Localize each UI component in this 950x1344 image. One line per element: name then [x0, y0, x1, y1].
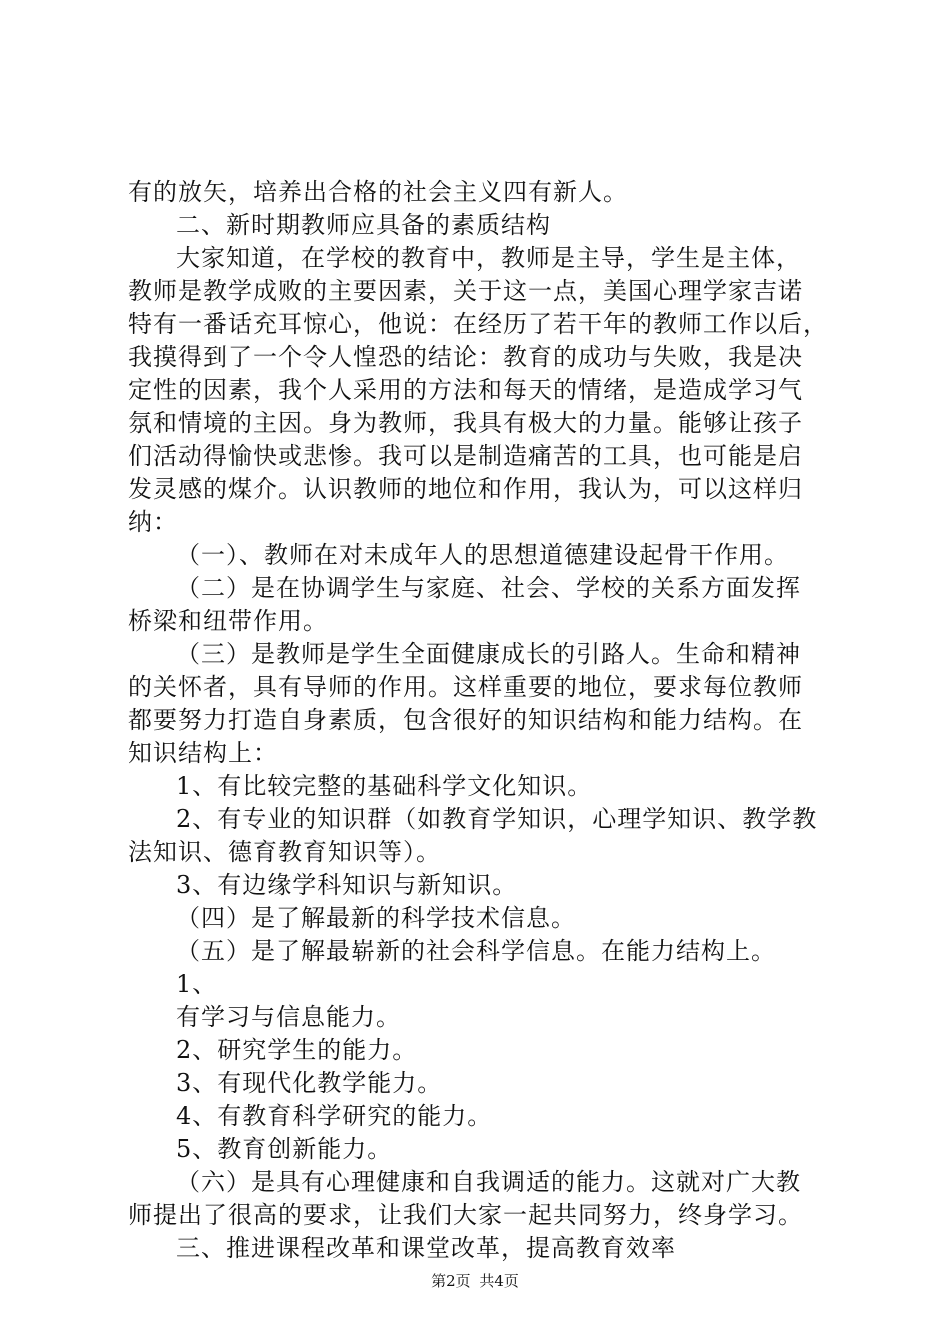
list-item: 2、有专业的知识群（如教育学知识，心理学知识、教学教: [176, 805, 818, 833]
list-item: （五）是了解最崭新的社会科学信息。在能力结构上。: [176, 937, 776, 965]
text-line: 有学习与信息能力。: [176, 1003, 401, 1031]
text-line: （二）是在协调学生与家庭、社会、学校的关系方面发挥: [176, 574, 801, 602]
list-item: 3、有现代化教学能力。: [176, 1069, 443, 1097]
list-item: （六）是具有心理健康和自我调适的能力。这就对广大教: [176, 1168, 801, 1196]
text-line: 特有一番话充耳惊心，他说：在经历了若干年的教师工作以后，: [128, 310, 828, 338]
text-line: 知识结构上：: [128, 739, 278, 767]
text-line: 大家知道，在学校的教育中，教师是主导，学生是主体，: [176, 244, 801, 272]
text-line: 有的放矢，培养出合格的社会主义四有新人。: [128, 178, 628, 206]
section-heading: 三、推进课程改革和课堂改革，提高教育效率: [176, 1234, 676, 1262]
page-footer: [0, 1271, 950, 1291]
text-line: 定性的因素，我个人采用的方法和每天的情绪，是造成学习气: [128, 376, 803, 404]
page-number: 第2页: [431, 1272, 471, 1290]
list-item: 1、有比较完整的基础科学文化知识。: [176, 772, 593, 800]
list-item: 2、研究学生的能力。: [176, 1036, 418, 1064]
list-item: 5、教育创新能力。: [176, 1135, 393, 1163]
list-item: 4、有教育科学研究的能力。: [176, 1102, 493, 1130]
text-line: 师提出了很高的要求，让我们大家一起共同努力，终身学习。: [128, 1201, 803, 1229]
text-line: 都要努力打造自身素质，包含很好的知识结构和能力结构。在: [128, 706, 803, 734]
list-item: 1、: [176, 970, 218, 998]
list-item: 3、有边缘学科知识与新知识。: [176, 871, 518, 899]
list-item: （四）是了解最新的科学技术信息。: [176, 904, 576, 932]
page-total: 共4页: [479, 1272, 519, 1290]
text-line: 桥梁和纽带作用。: [128, 607, 328, 635]
text-line: 法知识、德育教育知识等）。: [128, 838, 441, 866]
text-line: （一）、教师在对未成年人的思想道德建设起骨干作用。: [176, 541, 789, 569]
section-heading: 二、新时期教师应具备的素质结构: [176, 211, 551, 239]
text-line: 发灵感的煤介。认识教师的地位和作用，我认为，可以这样归: [128, 475, 803, 503]
text-line: 氛和情境的主因。身为教师，我具有极大的力量。能够让孩子: [128, 409, 803, 437]
text-line: 的关怀者，具有导师的作用。这样重要的地位，要求每位教师: [128, 673, 803, 701]
text-line: 纳：: [128, 508, 178, 536]
text-line: 们活动得愉快或悲惨。我可以是制造痛苦的工具，也可能是启: [128, 442, 803, 470]
text-line: （三）是教师是学生全面健康成长的引路人。生命和精神: [176, 640, 801, 668]
text-line: 我摸得到了一个令人惶恐的结论：教育的成功与失败，我是决: [128, 343, 803, 371]
text-line: 教师是教学成败的主要因素，关于这一点，美国心理学家吉诺: [128, 277, 803, 305]
